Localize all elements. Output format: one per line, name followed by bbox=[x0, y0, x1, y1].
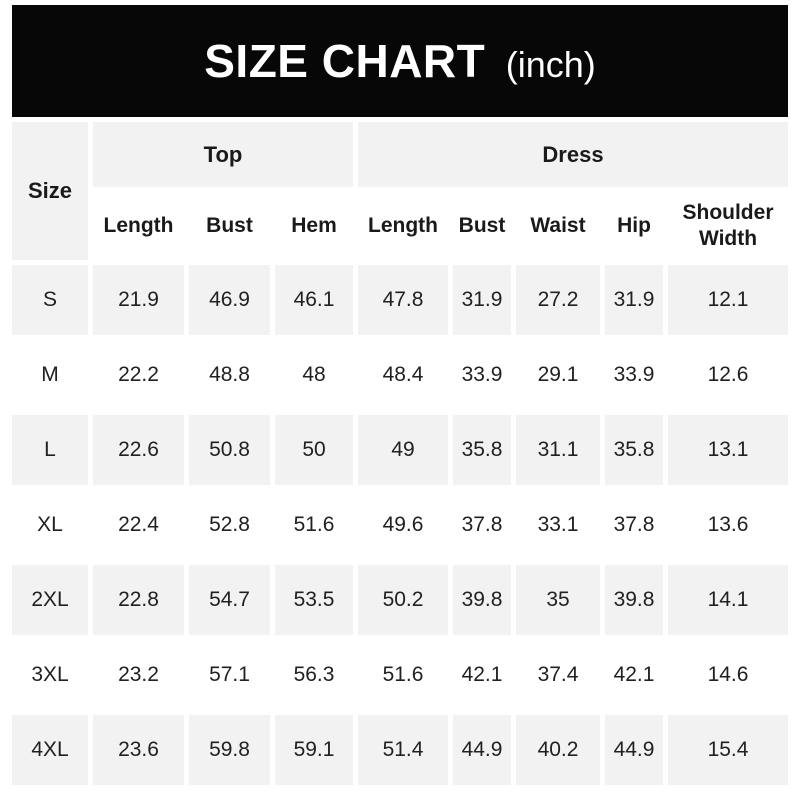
measurement-cell: 48.8 bbox=[189, 340, 270, 410]
measurement-cell: 12.1 bbox=[668, 265, 788, 335]
measurement-cell: 49 bbox=[358, 415, 448, 485]
measurement-cell: 22.8 bbox=[93, 565, 184, 635]
measurement-cell: 33.9 bbox=[453, 340, 511, 410]
measurement-cell: 27.2 bbox=[516, 265, 600, 335]
column-header-dress-length: Length bbox=[358, 192, 448, 260]
measurement-cell: 59.8 bbox=[189, 715, 270, 785]
measurement-cell: 33.9 bbox=[605, 340, 663, 410]
measurement-cell: 31.9 bbox=[605, 265, 663, 335]
size-label: 4XL bbox=[12, 715, 88, 785]
measurement-cell: 21.9 bbox=[93, 265, 184, 335]
measurement-cell: 33.1 bbox=[516, 490, 600, 560]
size-label: XL bbox=[12, 490, 88, 560]
size-label: M bbox=[12, 340, 88, 410]
measurement-cell: 48 bbox=[275, 340, 353, 410]
measurement-cell: 51.6 bbox=[358, 640, 448, 710]
size-label: 3XL bbox=[12, 640, 88, 710]
measurement-cell: 35 bbox=[516, 565, 600, 635]
column-header-dress-bust: Bust bbox=[453, 192, 511, 260]
banner-title: SIZE CHART bbox=[204, 35, 486, 87]
column-header-top-length: Length bbox=[93, 192, 184, 260]
measurement-cell: 13.1 bbox=[668, 415, 788, 485]
measurement-cell: 29.1 bbox=[516, 340, 600, 410]
measurement-cell: 47.8 bbox=[358, 265, 448, 335]
measurement-cell: 31.9 bbox=[453, 265, 511, 335]
banner-text bbox=[204, 34, 595, 88]
measurement-cell: 39.8 bbox=[605, 565, 663, 635]
measurement-cell: 44.9 bbox=[605, 715, 663, 785]
measurement-cell: 13.6 bbox=[668, 490, 788, 560]
column-header-dress-waist: Waist bbox=[516, 192, 600, 260]
measurement-cell: 54.7 bbox=[189, 565, 270, 635]
measurement-cell: 22.2 bbox=[93, 340, 184, 410]
column-header-shoulder-width: Shoulder Width bbox=[668, 192, 788, 260]
measurement-cell: 51.6 bbox=[275, 490, 353, 560]
measurement-cell: 12.6 bbox=[668, 340, 788, 410]
measurement-cell: 39.8 bbox=[453, 565, 511, 635]
measurement-cell: 50 bbox=[275, 415, 353, 485]
group-header-top: Top bbox=[93, 122, 353, 187]
column-header-top-bust: Bust bbox=[189, 192, 270, 260]
measurement-cell: 42.1 bbox=[453, 640, 511, 710]
column-header-dress-hip: Hip bbox=[605, 192, 663, 260]
measurement-cell: 22.4 bbox=[93, 490, 184, 560]
measurement-cell: 35.8 bbox=[605, 415, 663, 485]
size-column-header: Size bbox=[12, 122, 88, 260]
group-header-dress: Dress bbox=[358, 122, 788, 187]
measurement-cell: 50.2 bbox=[358, 565, 448, 635]
banner-unit-label: (inch) bbox=[505, 44, 596, 85]
measurement-cell: 57.1 bbox=[189, 640, 270, 710]
size-label: 2XL bbox=[12, 565, 88, 635]
measurement-cell: 15.4 bbox=[668, 715, 788, 785]
measurement-cell: 14.6 bbox=[668, 640, 788, 710]
measurement-cell: 42.1 bbox=[605, 640, 663, 710]
size-label: L bbox=[12, 415, 88, 485]
measurement-cell: 37.8 bbox=[605, 490, 663, 560]
size-chart-banner bbox=[12, 5, 788, 117]
measurement-cell: 40.2 bbox=[516, 715, 600, 785]
measurement-cell: 56.3 bbox=[275, 640, 353, 710]
measurement-cell: 59.1 bbox=[275, 715, 353, 785]
measurement-cell: 31.1 bbox=[516, 415, 600, 485]
measurement-cell: 53.5 bbox=[275, 565, 353, 635]
measurement-cell: 52.8 bbox=[189, 490, 270, 560]
size-label: S bbox=[12, 265, 88, 335]
measurement-cell: 49.6 bbox=[358, 490, 448, 560]
measurement-cell: 46.9 bbox=[189, 265, 270, 335]
measurement-cell: 37.8 bbox=[453, 490, 511, 560]
column-header-top-hem: Hem bbox=[275, 192, 353, 260]
measurement-cell: 48.4 bbox=[358, 340, 448, 410]
measurement-cell: 23.6 bbox=[93, 715, 184, 785]
measurement-cell: 35.8 bbox=[453, 415, 511, 485]
measurement-cell: 50.8 bbox=[189, 415, 270, 485]
measurement-cell: 46.1 bbox=[275, 265, 353, 335]
measurement-cell: 51.4 bbox=[358, 715, 448, 785]
measurement-cell: 23.2 bbox=[93, 640, 184, 710]
measurement-cell: 44.9 bbox=[453, 715, 511, 785]
measurement-cell: 22.6 bbox=[93, 415, 184, 485]
measurement-cell: 37.4 bbox=[516, 640, 600, 710]
measurement-cell: 14.1 bbox=[668, 565, 788, 635]
size-chart-table bbox=[12, 122, 788, 785]
